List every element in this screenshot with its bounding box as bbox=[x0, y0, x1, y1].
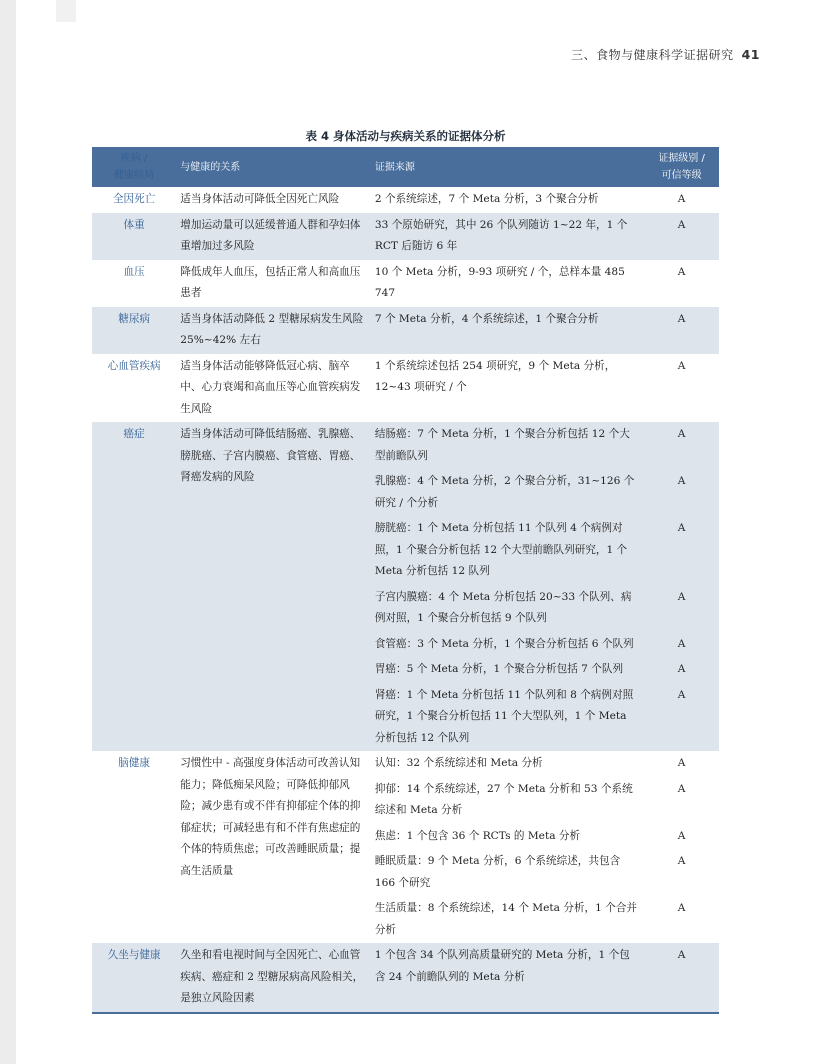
level-cell: A bbox=[644, 469, 719, 516]
header-disease bbox=[92, 147, 176, 187]
disease-cell: 癌症 bbox=[92, 422, 176, 751]
table-header-row bbox=[92, 147, 719, 187]
source-cell: 抑郁：14 个系统综述，27 个 Meta 分析和 53 个系统综述和 Meta 分析 bbox=[374, 782, 633, 816]
table-row bbox=[92, 422, 719, 469]
level-cell: A bbox=[644, 683, 719, 752]
source-cell: 胃癌：5 个 Meta 分析，1 个聚合分析包括 7 个队列 bbox=[371, 657, 644, 683]
level-cell: A bbox=[644, 213, 719, 260]
source-cell: 生活质量：8 个系统综述，14 个 Meta 分析，1 个合并分析 bbox=[374, 902, 638, 936]
relation-cell: 久坐和看电视时间与全因死亡、心血管疾病、癌症和 2 型糖尿病高风险相关，是独立风险因素 bbox=[176, 943, 371, 1013]
disease-cell: 糖尿病 bbox=[92, 307, 176, 354]
source-cell: 1 个系统综述包括 254 项研究，9 个 Meta 分析，12~43 项研究 / 个 bbox=[374, 359, 616, 393]
header-source: 证据来源 bbox=[371, 147, 644, 187]
level-cell: A bbox=[677, 193, 686, 205]
source-cell: 1 个包含 34 个队列高质量研究的 Meta 分析，1 个包含 24 个前瞻队列的 Meta 分析 bbox=[371, 943, 644, 1013]
disease-cell: 体重 bbox=[92, 213, 176, 260]
page-corner-mark bbox=[56, 0, 76, 22]
header-disease-line2: 健康结局 bbox=[114, 170, 155, 181]
level-cell: A bbox=[677, 782, 686, 795]
level-cell: A bbox=[644, 632, 719, 658]
table-caption: 表 4 身体活动与疾病关系的证据体分析 bbox=[305, 129, 506, 143]
table-row bbox=[92, 307, 719, 354]
source-cell: 焦虑：1 个包含 36 个 RCTs 的 Meta 分析 bbox=[374, 829, 581, 842]
source-cell: 7 个 Meta 分析，4 个系统综述，1 个聚合分析 bbox=[371, 307, 644, 354]
table-body bbox=[92, 187, 719, 1013]
table-row bbox=[92, 943, 719, 1013]
running-header bbox=[571, 46, 760, 63]
source-cell: 结肠癌：7 个 Meta 分析，1 个聚合分析包括 12 个大型前瞻队列 bbox=[371, 422, 644, 469]
source-cell: 10 个 Meta 分析，9-93 项研究 / 个，总样本量 485 747 bbox=[374, 265, 625, 299]
relation-cell: 适当身体活动可降低结肠癌、乳腺癌、膀胱癌、子宫内膜癌、食管癌、胃癌、肾癌发病的风险 bbox=[176, 422, 371, 751]
source-cell: 食管癌：3 个 Meta 分析，1 个聚合分析包括 6 个队列 bbox=[371, 632, 644, 658]
page-number: 41 bbox=[741, 47, 760, 62]
relation-cell: 增加运动量可以延缓普通人群和孕妇体重增加过多风险 bbox=[176, 213, 371, 260]
header-level-line2: 可信等级 bbox=[661, 170, 702, 181]
level-cell: A bbox=[677, 829, 686, 842]
level-cell: A bbox=[644, 943, 719, 1013]
source-cell: 认知：32 个系统综述和 Meta 分析 bbox=[374, 757, 543, 769]
header-disease-line1: 疾病 / bbox=[120, 153, 148, 164]
relation-cell: 习惯性中 - 高强度身体活动可改善认知能力；降低痴呆风险；可降低抑郁风险；减少患有或不伴有抑郁症个体的抑郁症状；可减轻患有和不伴有焦虑症的个体的特质焦虑；可改善睡眠质量；提高生活质量 bbox=[180, 757, 361, 877]
disease-cell: 心血管疾病 bbox=[107, 359, 161, 372]
level-cell: A bbox=[644, 585, 719, 632]
source-cell: 2 个系统综述，7 个 Meta 分析，3 个聚合分析 bbox=[374, 193, 599, 205]
relation-cell: 适当身体活动可降低全因死亡风险 bbox=[180, 193, 340, 205]
disease-cell: 全因死亡 bbox=[112, 193, 156, 205]
source-cell: 膀胱癌：1 个 Meta 分析包括 11 个队列 4 个病例对照，1 个聚合分析包括 12 个大型前瞻队列研究，1 个 Meta 分析包括 12 队列 bbox=[371, 516, 644, 585]
relation-cell: 适当身体活动能够降低冠心病、脑卒中、心力衰竭和高血压等心血管疾病发生风险 bbox=[180, 359, 361, 415]
level-cell: A bbox=[677, 359, 686, 372]
header-relation: 与健康的关系 bbox=[176, 147, 371, 187]
level-cell: A bbox=[677, 265, 686, 278]
source-cell: 33 个原始研究，其中 26 个队列随访 1~22 年，1 个 RCT 后随访 6 年 bbox=[371, 213, 644, 260]
level-cell: A bbox=[644, 657, 719, 683]
source-cell: 肾癌：1 个 Meta 分析包括 11 个队列和 8 个病例对照研究，1 个聚合分析包括 11 个大型队列，1 个 Meta 分析包括 12 个队列 bbox=[371, 683, 644, 752]
level-cell: A bbox=[677, 855, 686, 867]
source-cell: 乳腺癌：4 个 Meta 分析，2 个聚合分析，31~126 个研究 / 个分析 bbox=[371, 469, 644, 516]
evidence-table bbox=[92, 147, 719, 1014]
level-cell: A bbox=[677, 902, 686, 914]
table-row bbox=[92, 751, 719, 777]
table-row bbox=[92, 187, 719, 213]
level-cell: A bbox=[644, 307, 719, 354]
level-cell: A bbox=[644, 422, 719, 469]
disease-cell: 血压 bbox=[123, 265, 145, 278]
table-row bbox=[92, 354, 719, 423]
disease-cell: 久坐与健康 bbox=[92, 943, 176, 1013]
relation-cell: 适当身体活动降低 2 型糖尿病发生风险 25%~42% 左右 bbox=[176, 307, 371, 354]
table-row bbox=[92, 260, 719, 307]
relation-cell: 降低成年人血压，包括正常人和高血压患者 bbox=[180, 265, 361, 299]
header-level bbox=[644, 147, 719, 187]
level-cell: A bbox=[677, 757, 686, 769]
level-cell: A bbox=[644, 516, 719, 585]
source-cell: 子宫内膜癌：4 个 Meta 分析包括 20~33 个队列、病例对照，1 个聚合分析包括 9 个队列 bbox=[371, 585, 644, 632]
header-level-line1: 证据级别 / bbox=[658, 153, 705, 164]
disease-cell: 脑健康 bbox=[118, 757, 151, 769]
chapter-title: 三、食物与健康科学证据研究 bbox=[571, 48, 734, 62]
table-row bbox=[92, 213, 719, 260]
source-cell: 睡眠质量：9 个 Meta 分析，6 个系统综述，共包含 166 个研究 bbox=[374, 855, 621, 889]
